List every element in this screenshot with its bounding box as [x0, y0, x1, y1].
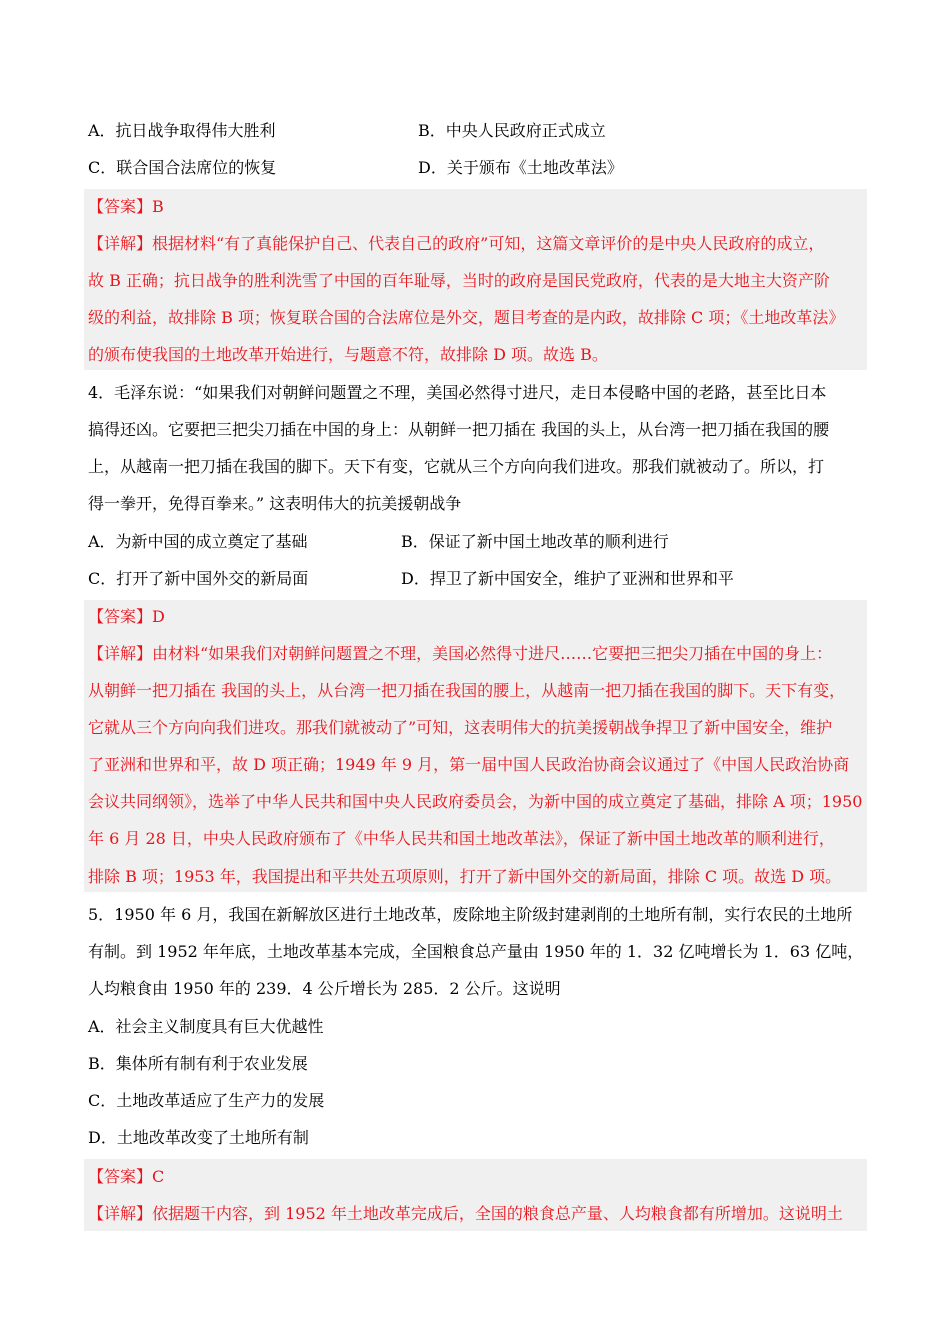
- q5-answer: 【答案】C: [88, 1167, 165, 1186]
- q4-stem-line: 4．毛泽东说：“如果我们对朝鲜问题置之不理，美国必然得寸进尺，走日本侵略中国的老路，甚至比日本: [88, 383, 827, 402]
- q4-option-c: C．打开了新中国外交的新局面: [88, 569, 309, 588]
- q4-explanation-line: 排除 B 项；1953 年，我国提出和平共处五项原则，打开了新中国外交的新局面，排除 C 项。故选 D 项。: [88, 867, 842, 886]
- q4-explanation-line: 了亚洲和世界和平，故 D 项正确；1949 年 9 月，第一届中国人民政治协商会议通过了《中国人民政治协商: [88, 755, 850, 774]
- q4-explanation-line: 会议共同纲领》，选举了中华人民共和国中央人民政府委员会，为新中国的成立奠定了基础，排除 A 项；1950: [88, 792, 863, 811]
- q4-option-d: D．捍卫了新中国安全，维护了亚洲和世界和平: [401, 569, 734, 588]
- q4-stem-line: 搞得还凶。它要把三把尖刀插在中国的身上：从朝鲜一把刀插在 我国的头上，从台湾一把刀插在我国的腰: [88, 420, 830, 439]
- q3-explanation-line: 级的利益，故排除 B 项；恢复联合国的合法席位是外交，题目考查的是内政，故排除 C 项；《土地改革法》: [88, 308, 845, 327]
- q5-stem-line: 有制。到 1952 年年底，土地改革基本完成，全国粮食总产量由 1950 年的 1．32 亿吨增长为 1．63 亿吨，: [88, 942, 864, 961]
- q5-explanation-line: 【详解】依据题干内容，到 1952 年土地改革完成后，全国的粮食总产量、人均粮食都有所增加。这说明土: [88, 1204, 843, 1223]
- q3-option-b: B．中央人民政府正式成立: [418, 121, 606, 140]
- q4-explanation-line: 年 6 月 28 日，中央人民政府颁布了《中华人民共和国土地改革法》，保证了新中国土地改革的顺利进行，: [88, 829, 835, 848]
- q3-option-d: D．关于颁布《土地改革法》: [418, 158, 623, 177]
- q4-explanation-line: 【详解】由材料“如果我们对朝鲜问题置之不理，美国必然得寸进尺……它要把三把尖刀插在中国的身上：: [88, 644, 833, 663]
- q4-answer: 【答案】D: [88, 607, 165, 626]
- q3-explanation-line: 故 B 正确；抗日战争的胜利洗雪了中国的百年耻辱，当时的政府是国民党政府，代表的是大地主大资产阶: [88, 271, 830, 290]
- q4-explanation-line: 它就从三个方向向我们进攻。那我们就被动了”可知，这表明伟大的抗美援朝战争捍卫了新中国安全，维护: [88, 718, 833, 737]
- q4-option-a: A．为新中国的成立奠定了基础: [88, 532, 308, 551]
- q3-option-a: A．抗日战争取得伟大胜利: [88, 121, 276, 140]
- q4-explanation-line: 从朝鲜一把刀插在 我国的头上，从台湾一把刀插在我国的腰上，从越南一把刀插在我国的脚下。天下有变，: [88, 681, 846, 700]
- q3-answer: 【答案】B: [88, 197, 164, 216]
- q5-option-d: D．土地改革改变了土地所有制: [88, 1128, 309, 1147]
- q4-stem-line: 上，从越南一把刀插在我国的脚下。天下有变，它就从三个方向向我们进攻。那我们就被动了。所以，打: [88, 457, 825, 476]
- q3-explanation-line: 【详解】根据材料“有了真能保护自己、代表自己的政府”可知，这篇文章评价的是中央人民政府的成立，: [88, 234, 825, 253]
- q5-stem-line: 5．1950 年 6 月，我国在新解放区进行土地改革，废除地主阶级封建剥削的土地所有制，实行农民的土地所: [88, 905, 853, 924]
- q4-option-b: B．保证了新中国土地改革的顺利进行: [401, 532, 669, 551]
- q5-option-b: B．集体所有制有利于农业发展: [88, 1054, 308, 1073]
- q4-stem-line: 得一拳开，免得百拳来。” 这表明伟大的抗美援朝战争: [88, 494, 462, 513]
- q5-option-a: A．社会主义制度具有巨大优越性: [88, 1017, 324, 1036]
- q3-option-c: C．联合国合法席位的恢复: [88, 158, 277, 177]
- q5-stem-line: 人均粮食由 1950 年的 239．4 公斤增长为 285．2 公斤。这说明: [88, 979, 561, 998]
- q3-explanation-line: 的颁布使我国的土地改革开始进行，与题意不符，故排除 D 项。故选 B。: [88, 345, 608, 364]
- q5-option-c: C．土地改革适应了生产力的发展: [88, 1091, 325, 1110]
